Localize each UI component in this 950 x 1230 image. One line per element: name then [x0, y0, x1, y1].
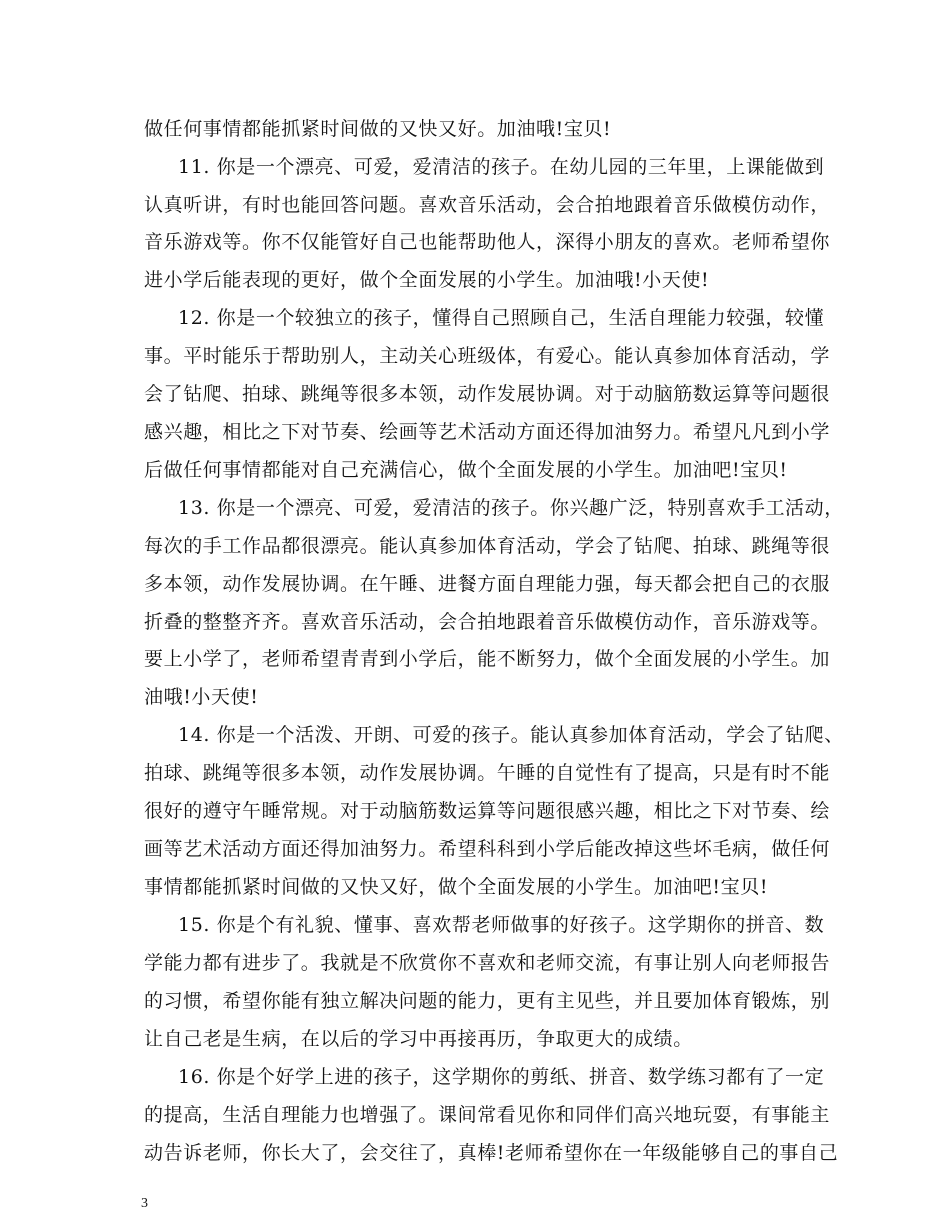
text-line: 油哦!小天使! [144, 686, 259, 708]
text-line: 画等艺术活动方面还得加油努力。希望科科到小学后能改掉这些坏毛病，做任何 [144, 838, 831, 860]
text-line: 的提高，生活自理能力也增强了。课间常看见你和同伴们高兴地玩耍，有事能主 [144, 1104, 831, 1126]
text-line: 感兴趣，相比之下对节奏、绘画等艺术活动方面还得加油努力。希望凡凡到小学 [144, 421, 831, 443]
text-line: 多本领，动作发展协调。在午睡、进餐方面自理能力强，每天都会把自己的衣服 [144, 573, 831, 595]
text-line: 动告诉老师，你长大了，会交往了，真棒!老师希望你在一年级能够自己的事自己 [144, 1142, 839, 1164]
text-line: 事情都能抓紧时间做的又快又好，做个全面发展的小学生。加油吧!宝贝! [144, 876, 769, 898]
text-line: 会了钻爬、拍球、跳绳等很多本领，动作发展协调。对于动脑筋数运算等问题很 [144, 383, 831, 405]
paragraph-15-start: 15. 你是个有礼貌、懂事、喜欢帮老师做事的好孩子。这学期你的拼音、数 [178, 914, 825, 936]
text-line: 折叠的整整齐齐。喜欢音乐活动，会合拍地跟着音乐做模仿动作，音乐游戏等。 [144, 611, 831, 633]
text-line: 后做任何事情都能对自己充满信心，做个全面发展的小学生。加油吧!宝贝! [144, 459, 788, 481]
paragraph-13-start: 13. 你是一个漂亮、可爱，爱清洁的孩子。你兴趣广泛，特别喜欢手工活动， [178, 497, 844, 519]
page-number: 3 [141, 1196, 148, 1211]
text-line: 很好的遵守午睡常规。对于动脑筋数运算等问题很感兴趣，相比之下对节奏、绘 [144, 800, 831, 822]
text-line: 认真听讲，有时也能回答问题。喜欢音乐活动，会合拍地跟着音乐做模仿动作， [144, 194, 831, 216]
text-line: 的习惯，希望你能有独立解决问题的能力，更有主见些，并且要加体育锻炼，别 [144, 990, 831, 1012]
text-line: 要上小学了，老师希望青青到小学后，能不断努力，做个全面发展的小学生。加 [144, 648, 831, 670]
text-line: 进小学后能表现的更好，做个全面发展的小学生。加油哦!小天使! [144, 269, 710, 291]
text-line: 每次的手工作品都很漂亮。能认真参加体育活动，学会了钻爬、拍球、跳绳等很 [144, 535, 831, 557]
paragraph-16-start: 16. 你是个好学上进的孩子，这学期你的剪纸、拼音、数学练习都有了一定 [178, 1066, 825, 1088]
text-line: 让自己老是生病，在以后的学习中再接再历，争取更大的成绩。 [144, 1028, 693, 1050]
paragraph-12-start: 12. 你是一个较独立的孩子，懂得自己照顾自己，生活自理能力较强，较懂 [178, 307, 825, 329]
paragraph-11-start: 11. 你是一个漂亮、可爱，爱清洁的孩子。在幼儿园的三年里，上课能做到 [178, 156, 825, 178]
text-line: 学能力都有进步了。我就是不欣赏你不喜欢和老师交流，有事让别人向老师报告 [144, 952, 831, 974]
text-line: 音乐游戏等。你不仅能管好自己也能帮助他人，深得小朋友的喜欢。老师希望你 [144, 231, 831, 253]
text-line: 事。平时能乐于帮助别人，主动关心班级体，有爱心。能认真参加体育活动，学 [144, 345, 831, 367]
text-line: 拍球、跳绳等很多本领，动作发展协调。午睡的自觉性有了提高，只是有时不能 [144, 762, 831, 784]
text-line: 做任何事情都能抓紧时间做的又快又好。加油哦!宝贝! [144, 118, 612, 140]
paragraph-14-start: 14. 你是一个活泼、开朗、可爱的孩子。能认真参加体育活动，学会了钻爬、 [178, 724, 844, 746]
